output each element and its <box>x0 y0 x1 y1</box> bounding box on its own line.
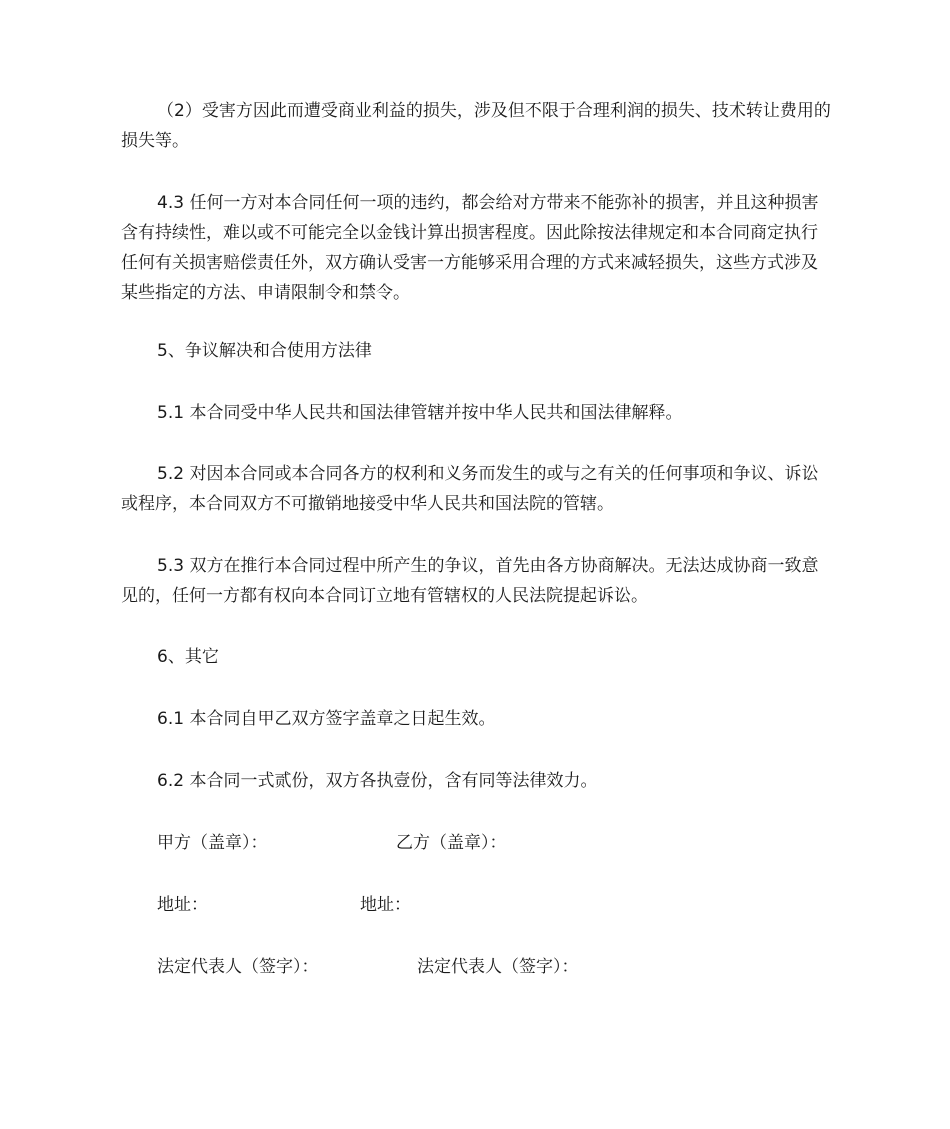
paragraph-4-3: 4.3 任何一方对本合同任何一项的违约，都会给对方带来不能弥补的损害，并且这种损害含有持续性，难以或不可能完全以金钱计算出损害程度。因此除按法律规定和本合同商定执行任何有关损害赔偿责任外，双方确认受害一方能够采用合理的方式来减轻损失，这些方式涉及某些指定的方法、申请限制令和禁令。 <box>121 193 819 303</box>
party-b-seal-label: 乙方（盖章）： <box>396 833 507 853</box>
party-b-address-label: 地址： <box>360 895 411 915</box>
paragraph-5-1: 5.1 本合同受中华人民共和国法律管辖并按中华人民共和国法律解释。 <box>157 403 683 423</box>
paragraph-5-3: 5.3 双方在推行本合同过程中所产生的争议，首先由各方协商解决。无法达成协商一致意见的，任何一方都有权向本合同订立地有管辖权的人民法院提起诉讼。 <box>121 556 819 606</box>
party-a-address-label: 地址： <box>157 895 208 915</box>
paragraph-6-1: 6.1 本合同自甲乙双方签字盖章之日起生效。 <box>157 709 496 729</box>
paragraph-6-2: 6.2 本合同一式贰份，双方各执壹份，含有同等法律效力。 <box>157 771 598 791</box>
party-b-representative-label: 法定代表人（签字）： <box>417 957 579 977</box>
section-5-heading: 5、争议解决和合使用方法律 <box>157 341 372 361</box>
section-6-heading: 6、其它 <box>157 647 219 667</box>
paragraph-5-2: 5.2 对因本合同或本合同各方的权利和义务而发生的或与之有关的任何事项和争议、诉讼或程序，本合同双方不可撤销地接受中华人民共和国法院的管辖。 <box>121 464 819 514</box>
party-a-seal-label: 甲方（盖章）： <box>157 833 268 853</box>
paragraph-4-2-item-2: （2）受害方因此而遭受商业利益的损失，涉及但不限于合理利润的损失、技术转让费用的损失等。 <box>121 101 831 151</box>
party-a-representative-label: 法定代表人（签字）： <box>157 957 319 977</box>
